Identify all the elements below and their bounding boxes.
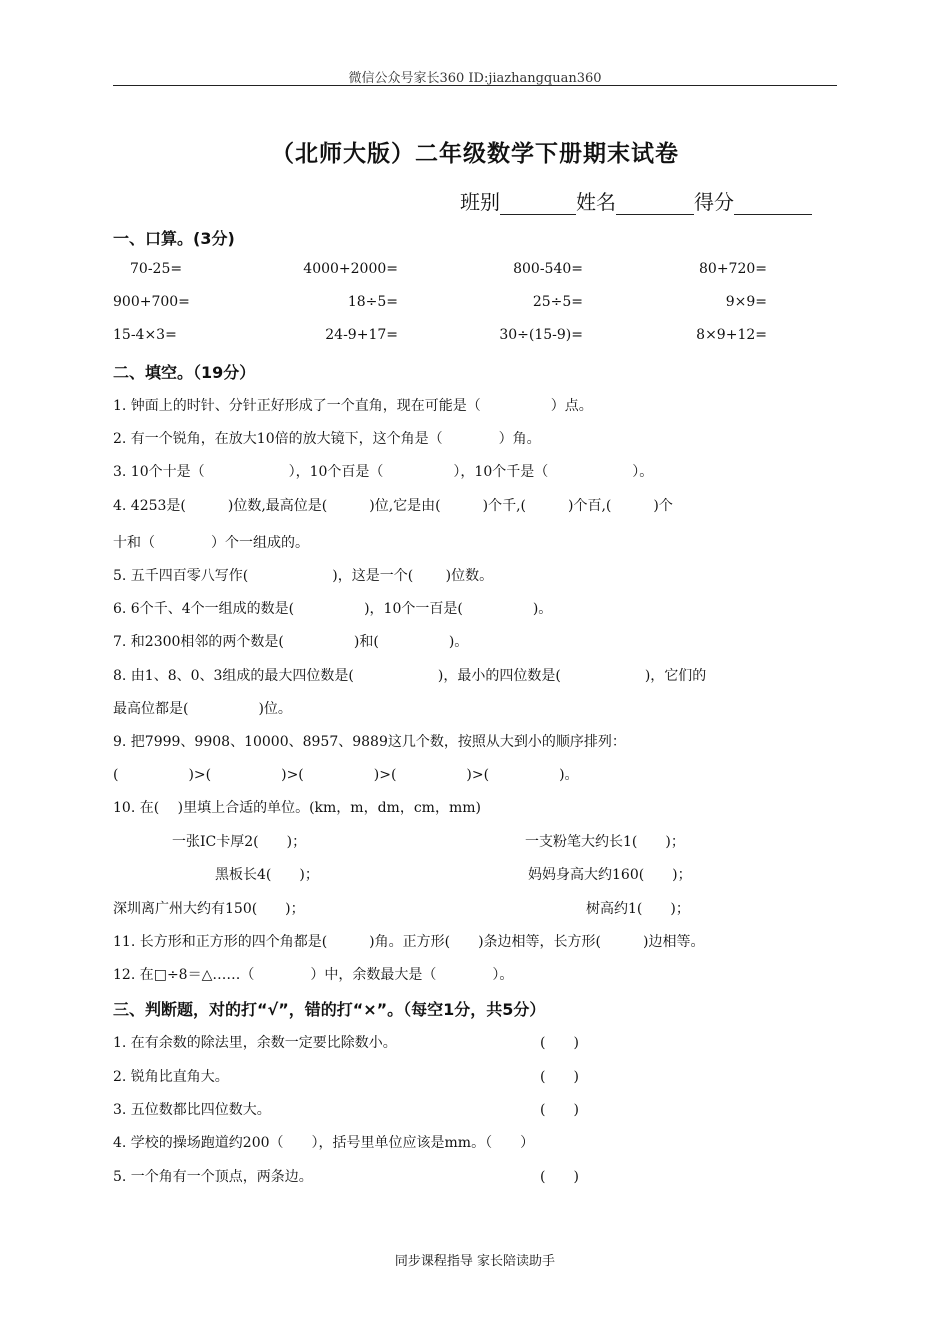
calc-item: 25÷5= xyxy=(532,294,583,310)
judge-question: 5. 一个角有一个顶点，两条边。 xyxy=(113,1169,313,1185)
fill-question: 1. 钟面上的时针、分针正好形成了一个直角，现在可能是（ ）点。 xyxy=(113,398,593,414)
judge-answer-box[interactable]: ( ) xyxy=(540,1102,579,1118)
fill-question: 4. 4253是( )位数,最高位是( )位,它是由( )个千,( )个百,( )个 xyxy=(113,498,673,514)
unit-item: 一支粉笔大约长1( )； xyxy=(525,834,685,850)
fill-question: ( )>( )>( )>( )>( )。 xyxy=(113,767,579,783)
calc-item: 70-25= xyxy=(130,261,183,277)
calc-item: 800-540= xyxy=(513,261,583,277)
name-label: 姓名 xyxy=(576,190,616,214)
unit-item: 一张IC卡厚2( )； xyxy=(172,834,307,850)
section-2-heading: 二、填空。（19分） xyxy=(113,363,256,382)
name-blank[interactable] xyxy=(616,194,694,215)
fill-question: 7. 和2300相邻的两个数是( )和( )。 xyxy=(113,634,469,650)
section-3-heading: 三、判断题，对的打“√”，错的打“×”。（每空1分，共5分） xyxy=(113,1000,546,1019)
calc-item: 24-9+17= xyxy=(325,327,398,343)
unit-item: 树高约1( )； xyxy=(586,901,690,917)
score-label: 得分 xyxy=(694,190,734,214)
unit-item: 妈妈身高大约160( )； xyxy=(528,867,692,883)
calc-item: 8×9+12= xyxy=(696,327,767,343)
fill-question: 十和（ ）个一组成的。 xyxy=(113,535,309,551)
fill-question: 10. 在( )里填上合适的单位。(km，m，dm，cm，mm) xyxy=(113,800,481,816)
page-title: （北师大版）二年级数学下册期末试卷 xyxy=(271,141,679,167)
calc-item: 80+720= xyxy=(699,261,767,277)
unit-item: 深圳离广州大约有150( )； xyxy=(113,901,305,917)
student-info xyxy=(460,186,812,215)
unit-item: 黑板长4( )； xyxy=(215,867,319,883)
class-blank[interactable] xyxy=(500,194,576,215)
calc-item: 900+700= xyxy=(113,294,190,310)
fill-question: 最高位都是( )位。 xyxy=(113,701,292,717)
score-blank[interactable] xyxy=(734,194,812,215)
fill-question: 9. 把7999、9908、10000、8957、9889这几个数，按照从大到小的顺序排列： xyxy=(113,734,626,750)
fill-question: 12. 在□÷8＝△……（ ）中，余数最大是（ ）。 xyxy=(113,967,514,983)
fill-question: 11. 长方形和正方形的四个角都是( )角。正方形( )条边相等，长方形( )边相等。 xyxy=(113,934,705,950)
header-rule xyxy=(113,85,837,86)
class-label: 班别 xyxy=(460,190,500,214)
section-1-heading: 一、口算。(3分) xyxy=(113,229,235,248)
fill-question: 5. 五千四百零八写作( )，这是一个( )位数。 xyxy=(113,568,494,584)
judge-question: 2. 锐角比直角大。 xyxy=(113,1069,229,1085)
calc-item: 18÷5= xyxy=(347,294,398,310)
judge-question: 4. 学校的操场跑道约200（ ），括号里单位应该是mm。（ ） xyxy=(113,1135,535,1151)
fill-question: 6. 6个千、4个一组成的数是( )，10个一百是( )。 xyxy=(113,601,553,617)
fill-question: 8. 由1、8、0、3组成的最大四位数是( )，最小的四位数是( )，它们的 xyxy=(113,668,707,684)
calc-item: 9×9= xyxy=(725,294,767,310)
judge-answer-box[interactable]: ( ) xyxy=(540,1035,579,1051)
fill-question: 3. 10个十是（ ），10个百是（ ），10个千是（ ）。 xyxy=(113,464,654,480)
judge-question: 3. 五位数都比四位数大。 xyxy=(113,1102,271,1118)
judge-answer-box[interactable]: ( ) xyxy=(540,1169,579,1185)
judge-question: 1. 在有余数的除法里，余数一定要比除数小。 xyxy=(113,1035,397,1051)
page-footer: 同步课程指导 家长陪读助手 xyxy=(394,1254,556,1269)
judge-answer-box[interactable]: ( ) xyxy=(540,1069,579,1085)
calc-item: 30÷(15-9)= xyxy=(499,327,583,343)
calc-item: 4000+2000= xyxy=(303,261,398,277)
calc-item: 15-4×3= xyxy=(113,327,177,343)
fill-question: 2. 有一个锐角，在放大10倍的放大镜下，这个角是（ ）角。 xyxy=(113,431,541,447)
page-header: 微信公众号家长360 ID:jiazhangquan360 xyxy=(348,71,602,86)
